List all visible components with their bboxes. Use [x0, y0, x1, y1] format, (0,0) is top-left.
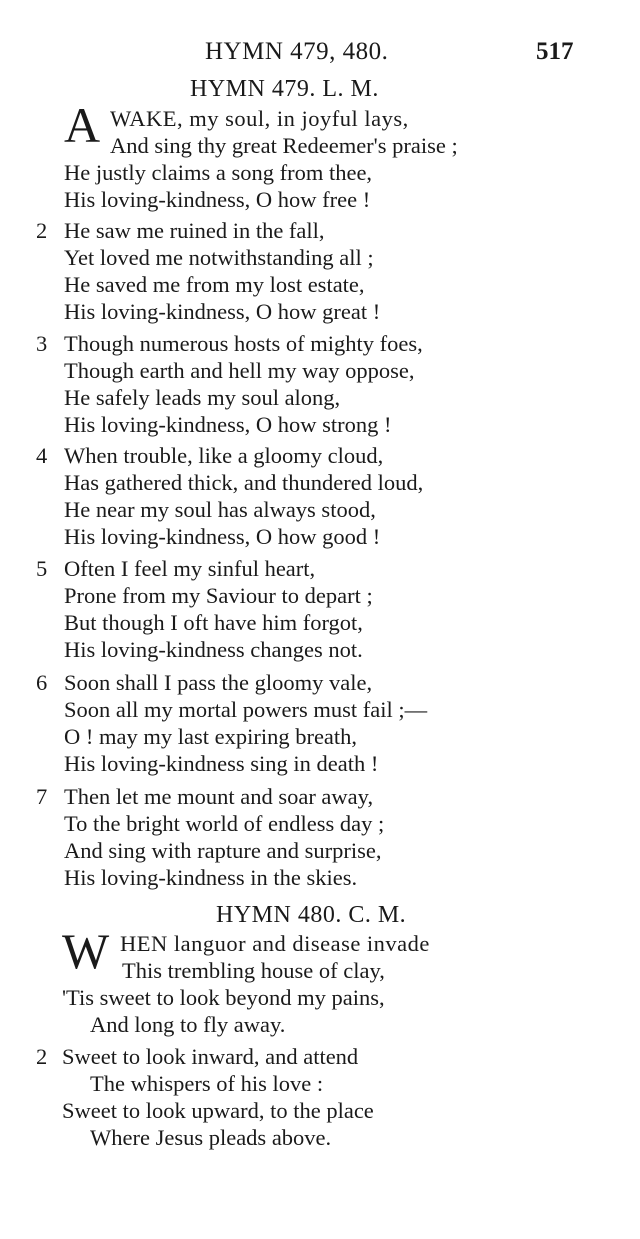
verse-line: And sing with rapture and surprise,	[64, 838, 382, 863]
verse-line: Yet loved me notwithstanding all ;	[64, 245, 374, 270]
verse-line: Sweet to look inward, and attend	[62, 1044, 359, 1069]
verse-number: 7	[36, 784, 48, 809]
verse-line: Soon all my mortal powers must fail ;—	[64, 697, 428, 722]
drop-cap-a: A	[64, 97, 101, 153]
verse-line: His loving-kindness, O how free !	[64, 187, 371, 212]
verse-number: 5	[36, 556, 48, 581]
verse-line: WAKE, my soul, in joyful lays,	[110, 106, 409, 131]
verse-line: And sing thy great Redeemer's praise ;	[110, 133, 458, 158]
verse-line: He safely leads my soul along,	[64, 385, 341, 410]
verse-line: His loving-kindness, O how strong !	[64, 412, 392, 437]
verse-line: To the bright world of endless day ;	[64, 811, 385, 836]
verse-line: Where Jesus pleads above.	[90, 1125, 332, 1150]
verse-line: And long to fly away.	[90, 1012, 286, 1037]
running-head	[0, 38, 640, 68]
verse-number: 2	[36, 218, 48, 243]
verse-line: His loving-kindness, O how great !	[64, 299, 381, 324]
drop-cap-w: W	[62, 923, 110, 979]
verse-line: He near my soul has always stood,	[64, 497, 376, 522]
verse-line: When trouble, like a gloomy cloud,	[64, 443, 384, 468]
verse-line: HEN languor and disease invade	[120, 931, 430, 956]
verse-line: Sweet to look upward, to the place	[62, 1098, 374, 1123]
verse-number: 6	[36, 670, 48, 695]
verse-line: The whispers of his love :	[90, 1071, 324, 1096]
hymn-480-title: HYMN 480. C. M.	[216, 902, 407, 928]
verse-number: 2	[36, 1044, 48, 1069]
verse-line: Prone from my Saviour to depart ;	[64, 583, 373, 608]
verse-number: 3	[36, 331, 48, 356]
verse-line: He justly claims a song from thee,	[64, 160, 373, 185]
verse-line: But though I oft have him forgot,	[64, 610, 363, 635]
verse-line: 'Tis sweet to look beyond my pains,	[62, 985, 385, 1010]
verse-line: O ! may my last expiring breath,	[64, 724, 358, 749]
verse-line: Though earth and hell my way oppose,	[64, 358, 415, 383]
verse-line: Though numerous hosts of mighty foes,	[64, 331, 423, 356]
verse-line: This trembling house of clay,	[122, 958, 385, 983]
verse-line: He saw me ruined in the fall,	[64, 218, 325, 243]
verse-number: 4	[36, 443, 48, 468]
verse-line: He saved me from my lost estate,	[64, 272, 365, 297]
hymn-479-title: HYMN 479. L. M.	[190, 76, 379, 102]
verse-line: Often I feel my sinful heart,	[64, 556, 316, 581]
verse-line: His loving-kindness sing in death !	[64, 751, 379, 776]
verse-line: Soon shall I pass the gloomy vale,	[64, 670, 373, 695]
verse-line: His loving-kindness in the skies.	[64, 865, 358, 890]
running-head-title: HYMN 479, 480.	[205, 38, 389, 65]
verse-line: Has gathered thick, and thundered loud,	[64, 470, 424, 495]
page-number: 517	[536, 38, 574, 65]
verse-line: His loving-kindness, O how good !	[64, 524, 381, 549]
verse-line: Then let me mount and soar away,	[64, 784, 374, 809]
verse-line: His loving-kindness changes not.	[64, 637, 363, 662]
